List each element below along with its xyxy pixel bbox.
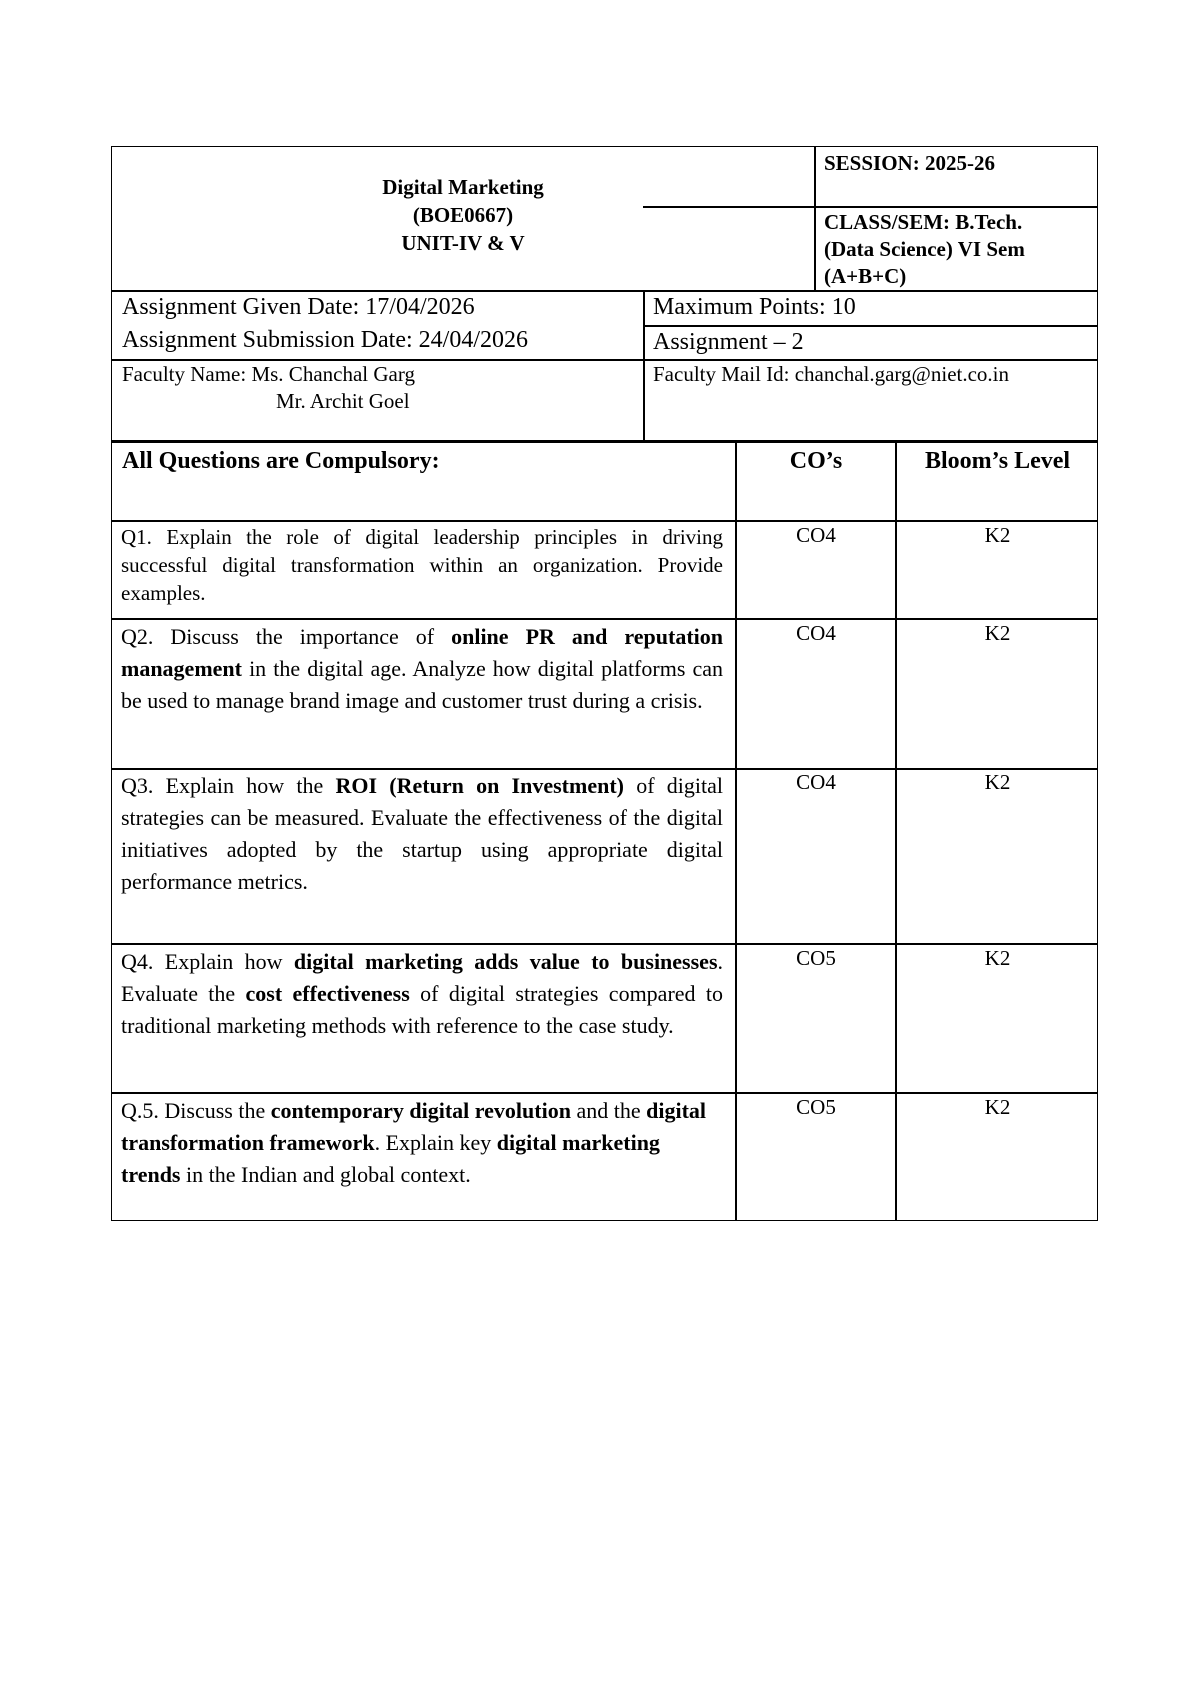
co-value: CO4 [796,523,836,547]
divider [643,325,1097,327]
given-date: Assignment Given Date: 17/04/2026 [122,294,475,320]
question-segment: Q3. Explain how the [121,773,336,798]
question-segment: . Evaluate the [121,949,724,1006]
assignment-number: Assignment – 2 [653,329,804,355]
co-value: CO5 [796,1095,836,1119]
question-segment: of digital strategies compared to traditional marketing methods with reference to the case study. [121,981,723,1038]
class-sem-line-1: CLASS/SEM: B.Tech. [824,210,1023,234]
question-text [121,1095,723,1191]
question-text [121,523,723,607]
question-segment: Q2. Discuss the importance of [121,624,452,649]
question-segment: and the [570,1098,647,1123]
question-emphasis: online PR and reputation management [121,624,724,681]
bloom-value: K2 [984,946,1011,970]
question-segment: Q1. Explain the role of digital leadership principles in driving successful digital transformation within an organization. Provide examples. [121,525,723,605]
co-value: CO4 [796,770,836,794]
course-title: Digital Marketing [382,175,544,199]
question-emphasis: contemporary digital revolution [270,1098,571,1123]
co-header: CO’s [789,448,843,474]
divider [112,1092,1097,1094]
divider [112,618,1097,620]
question-text [121,621,723,717]
questions-table [111,441,1098,1221]
session: SESSION: 2025-26 [824,151,995,175]
question-segment: . Explain key [374,1130,497,1155]
question-emphasis: cost effectiveness [245,981,410,1006]
class-sem-line-2: (Data Science) VI Sem [824,237,1025,261]
co-value: CO4 [796,621,836,645]
bloom-header: Bloom’s Level [924,448,1071,474]
question-text [121,946,723,1042]
co-value: CO5 [796,946,836,970]
course-code: (BOE0667) [412,203,514,227]
question-segment: Q4. Explain how [121,949,294,974]
bloom-value: K2 [984,621,1011,645]
bloom-value: K2 [984,770,1011,794]
submission-date: Assignment Submission Date: 24/04/2026 [122,327,529,353]
question-emphasis: digital marketing trends [121,1130,660,1187]
course-units: UNIT-IV & V [401,231,525,255]
bloom-value: K2 [984,1095,1011,1119]
bloom-value: K2 [984,523,1011,547]
divider [112,943,1097,945]
divider [112,290,1097,292]
divider [112,520,1097,522]
instruction-header: All Questions are Compulsory: [122,448,440,474]
divider [814,147,816,290]
divider [643,290,645,442]
question-segment: of digital strategies can be measured. Evaluate the effectiveness of the digital initiatives adopted by the startup using appropriate digital performance metrics. [121,773,723,894]
max-points: Maximum Points: 10 [653,294,856,320]
faculty-name-1: Faculty Name: Ms. Chanchal Garg [122,362,415,386]
assignment-header [111,146,1098,441]
faculty-mail: Faculty Mail Id: chanchal.garg@niet.co.in [653,362,1010,386]
question-segment: in the Indian and global context. [180,1162,471,1187]
question-text [121,770,723,898]
question-emphasis: ROI (Return on Investment) [335,773,624,798]
faculty-name-2: Mr. Archit Goel [276,389,410,413]
question-segment: in the digital age. Analyze how digital platforms can be used to manage brand image and customer trust during a crisis. [121,656,723,713]
class-sem-line-3: (A+B+C) [824,264,907,288]
question-emphasis: digital transformation framework [121,1098,707,1155]
question-segment: Q.5. Discuss the [121,1098,271,1123]
question-emphasis: digital marketing adds value to businesses [293,949,718,974]
divider [112,359,1097,361]
